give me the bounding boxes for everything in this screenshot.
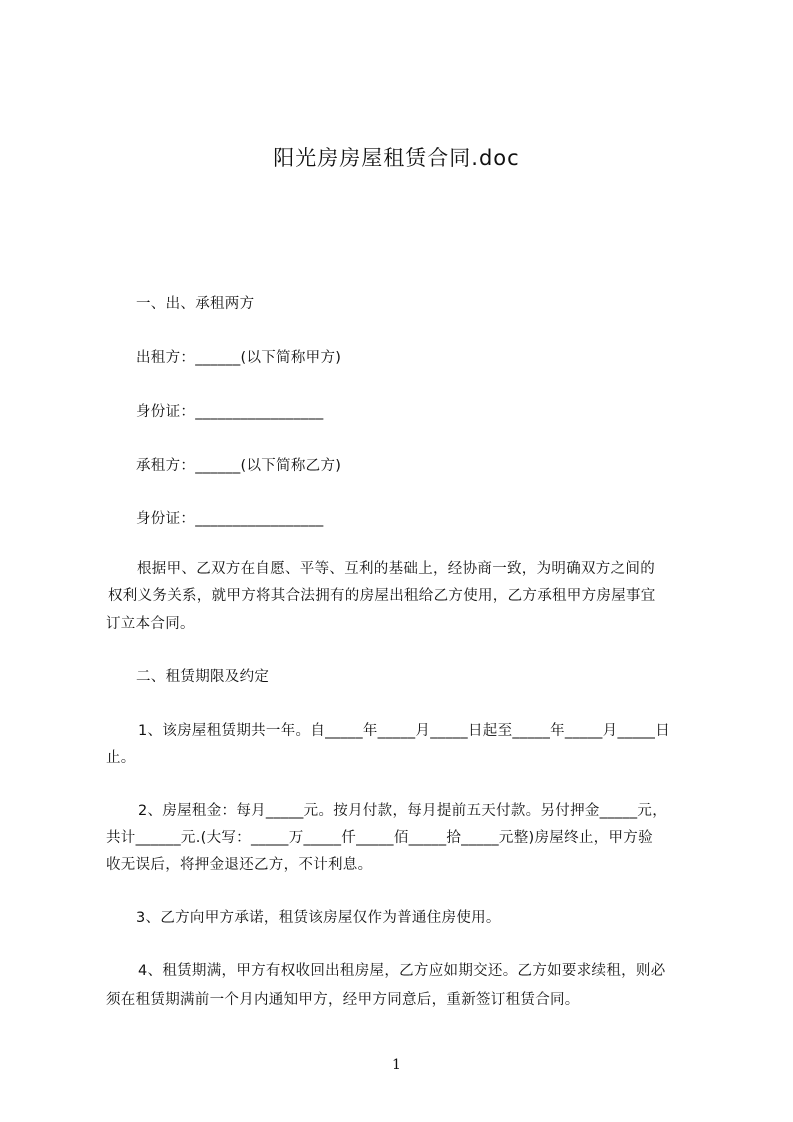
section1-heading: 一、出、承租两方 <box>136 296 255 312</box>
clause-4-line: 4、租赁期满，甲方有权收回出租房屋，乙方应如期交还。乙方如要求续租，则必 <box>138 963 666 979</box>
intro-line: 根据甲、乙双方在自愿、平等、互利的基础上，经协商一致，为明确双方之间的 <box>137 561 655 577</box>
clause-2-line: 共计______元.(大写：_____万_____仟_____佰_____拾_____元整)房屋终止，甲方验 <box>106 830 653 846</box>
page-number: 1 <box>392 1057 401 1073</box>
clause-2-line: 2、房屋租金：每月_____元。按月付款，每月提前五天付款。另付押金_____元， <box>138 803 668 819</box>
lessor-id-line: 身份证：_________________ <box>136 404 324 420</box>
lessor-line: 出租方：______(以下简称甲方) <box>136 350 342 366</box>
clause-1-line: 止。 <box>106 750 136 766</box>
clause-4-line: 须在租赁期满前一个月内通知甲方，经甲方同意后，重新签订租赁合同。 <box>106 992 580 1008</box>
clause-2-line: 收无误后，将押金退还乙方，不计利息。 <box>106 857 373 873</box>
section2-heading: 二、租赁期限及约定 <box>136 669 270 685</box>
lessee-id-line: 身份证：_________________ <box>136 511 324 527</box>
clause-1-line: 1、该房屋租赁期共一年。自_____年_____月_____日起至_____年_____月_____日 <box>138 723 671 739</box>
intro-line: 订立本合同。 <box>106 616 195 632</box>
lessee-line: 承租方：______(以下简称乙方) <box>136 458 342 474</box>
document-title: 阳光房房屋租赁合同.doc <box>273 146 520 170</box>
clause-3-line: 3、乙方向甲方承诺，租赁该房屋仅作为普通住房使用。 <box>136 910 501 926</box>
intro-line: 权利义务关系，就甲方将其合法拥有的房屋出租给乙方使用，乙方承租甲方房屋事宜 <box>108 588 656 604</box>
